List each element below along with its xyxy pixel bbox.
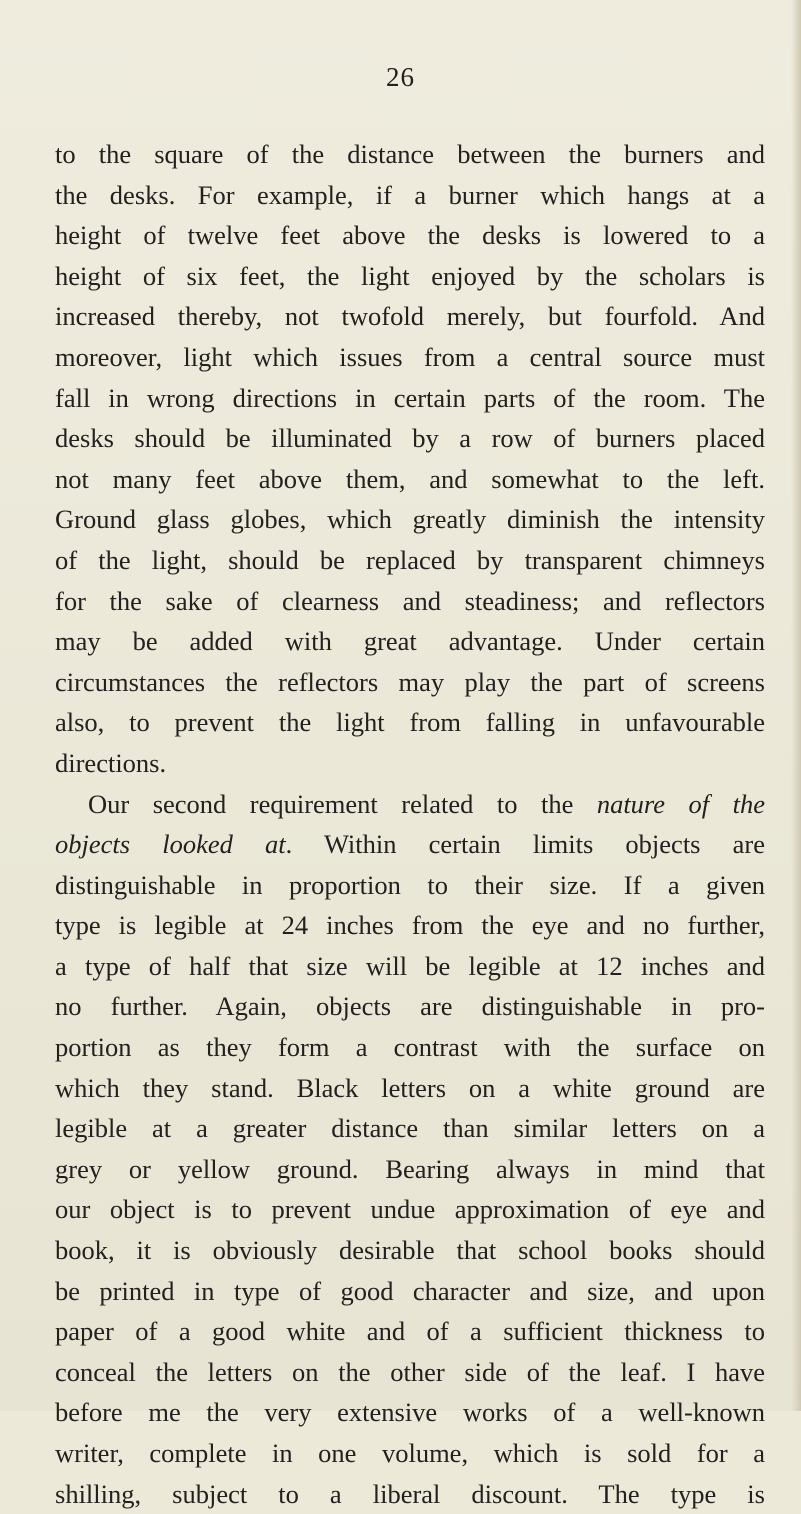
text-line: may be added with great advantage. Under certain xyxy=(55,626,765,657)
text-line: paper of a good white and of a sufficient thickness to xyxy=(55,1316,765,1347)
text-line: Ground glass globes, which greatly diminish the intensity xyxy=(55,504,765,535)
italic-phrase: objects looked at xyxy=(55,829,286,860)
text-line: portion as they form a contrast with the surface on xyxy=(55,1032,765,1063)
text-line: conceal the letters on the other side of the leaf. I have xyxy=(55,1356,765,1387)
text-line: no further. Again, objects are distinguishable in pro- xyxy=(55,991,765,1022)
text-line: grey or yellow ground. Bearing always in mind that xyxy=(55,1153,765,1184)
text-line: for the sake of clearness and steadiness; and reflectors xyxy=(55,585,765,616)
text-line: the desks. For example, if a burner which hangs at a xyxy=(55,179,765,210)
text-line: increased thereby, not twofold merely, but fourfold. And xyxy=(55,301,765,332)
text-line: before me the very extensive works of a well-known xyxy=(55,1397,765,1428)
text-line: to the square of the distance between the burners and xyxy=(55,139,765,169)
text-line: desks should be illuminated by a row of burners placed xyxy=(55,423,765,454)
text-line: fall in wrong directions in certain parts of the room. The xyxy=(55,382,765,413)
text-line: which they stand. Black letters on a white ground are xyxy=(55,1072,765,1103)
text-line: not many feet above them, and somewhat to the left. xyxy=(55,463,765,494)
text-line: height of six feet, the light enjoyed by the scholars is xyxy=(55,260,765,291)
text-line: circumstances the reflectors may play the part of screens xyxy=(55,666,765,697)
text-line: of the light, should be replaced by transparent chimneys xyxy=(55,544,765,575)
text-line: shilling, subject to a liberal discount. The type is xyxy=(55,1478,765,1509)
text-line-paragraph-start: Our second requirement related to the nature of the xyxy=(88,788,765,819)
text-line: type is legible at 24 inches from the eye and no further, xyxy=(55,910,765,941)
page-edge-shadow xyxy=(791,0,801,1411)
text-line: objects looked at. Within certain limits objects are xyxy=(55,829,766,860)
italic-phrase: nature of the xyxy=(596,788,765,819)
text-line: distinguishable in proportion to their size. If a given xyxy=(55,869,765,900)
text-line: be printed in type of good character and size, and upon xyxy=(55,1275,765,1306)
body-text xyxy=(55,134,765,1514)
text-line: also, to prevent the light from falling in unfavourable xyxy=(55,707,765,738)
page-number: 26 xyxy=(386,62,415,92)
text-line-paragraph-end: directions. xyxy=(55,747,167,778)
text-line: moreover, light which issues from a central source must xyxy=(55,341,765,372)
text-line: height of twelve feet above the desks is lowered to a xyxy=(55,220,765,251)
text-line: our object is to prevent undue approximation of eye and xyxy=(55,1194,765,1225)
text-line: writer, complete in one volume, which is sold for a xyxy=(55,1438,765,1468)
text-line: legible at a greater distance than similar letters on a xyxy=(55,1113,765,1144)
text-line: a type of half that size will be legible at 12 inches and xyxy=(55,950,765,981)
text-line: book, it is obviously desirable that school books should xyxy=(55,1235,765,1266)
